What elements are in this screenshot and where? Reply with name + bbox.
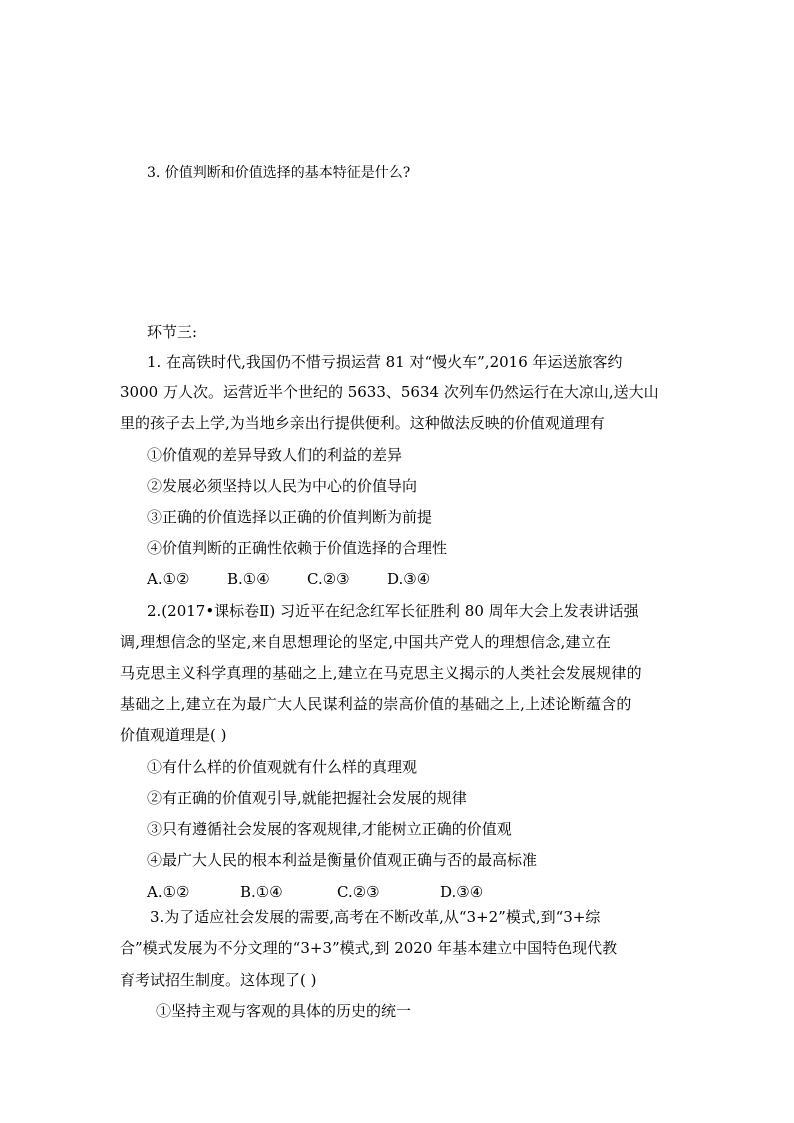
q1-item: ②发展必须坚持以人民为中心的价值导向	[147, 477, 418, 495]
q2-option-d: D.③④	[440, 883, 484, 901]
q2-option-a: A.①②	[147, 883, 190, 901]
q3-stem-line: 3.为了适应社会发展的需要,高考在不断改革,从“3+2”模式,到“3+综	[150, 908, 601, 926]
q1-item: ④价值判断的正确性依赖于价值选择的合理性	[147, 539, 448, 557]
q3-stem-line: 合”模式发展为不分文理的“3+3”模式,到 2020 年基本建立中国特色现代教	[120, 939, 618, 957]
q3-stem-line: 育考试招生制度。这体现了( )	[120, 971, 317, 989]
q1-item: ①价值观的差异导致人们的利益的差异	[147, 446, 403, 464]
q1-options	[147, 569, 430, 589]
q1-option-a: A.①②	[147, 570, 190, 588]
q2-stem-line: 价值观道理是( )	[120, 726, 227, 744]
q2-stem-line: 基础之上,建立在为最广大人民谋利益的崇高价值的基础之上,上述论断蕴含的	[120, 695, 632, 713]
q2-option-c: C.②③	[337, 883, 380, 901]
q2-options	[147, 882, 483, 902]
q3-item: ①坚持主观与客观的具体的历史的统一	[156, 1002, 412, 1020]
q2-stem-line: 马克思主义科学真理的基础之上,建立在马克思主义揭示的人类社会发展规律的	[120, 664, 642, 682]
q2-stem-line: 2.(2017•课标卷Ⅱ) 习近平在纪念红军长征胜利 80 周年大会上发表讲话强	[147, 602, 639, 620]
q2-item: ④最广大人民的根本利益是衡量价值观正确与否的最高标准	[147, 851, 538, 869]
q1-option-c: C.②③	[307, 570, 350, 588]
question-heading: 3. 价值判断和价值选择的基本特征是什么?	[147, 165, 411, 181]
q2-option-b: B.①④	[240, 883, 283, 901]
q2-item: ①有什么样的价值观就有什么样的真理观	[147, 758, 418, 776]
q2-item: ②有正确的价值观引导,就能把握社会发展的规律	[147, 789, 467, 807]
q1-stem-line: 1. 在高铁时代,我国仍不惜亏损运营 81 对“慢火车”,2016 年运送旅客约	[147, 353, 623, 371]
q1-stem-line: 里的孩子去上学,为当地乡亲出行提供便利。这种做法反映的价值观道理有	[120, 414, 605, 432]
section-title: 环节三:	[147, 323, 198, 341]
q1-stem-line: 3000 万人次。运营近半个世纪的 5633、5634 次列车仍然运行在大凉山,送大山	[120, 383, 659, 401]
q2-stem-line: 调,理想信念的坚定,来自思想理论的坚定,中国共产党人的理想信念,建立在	[120, 633, 612, 651]
q1-option-b: B.①④	[227, 570, 270, 588]
q1-item: ③正确的价值选择以正确的价值判断为前提	[147, 508, 433, 526]
q1-option-d: D.③④	[387, 570, 431, 588]
q2-item: ③只有遵循社会发展的客观规律,才能树立正确的价值观	[147, 820, 512, 838]
